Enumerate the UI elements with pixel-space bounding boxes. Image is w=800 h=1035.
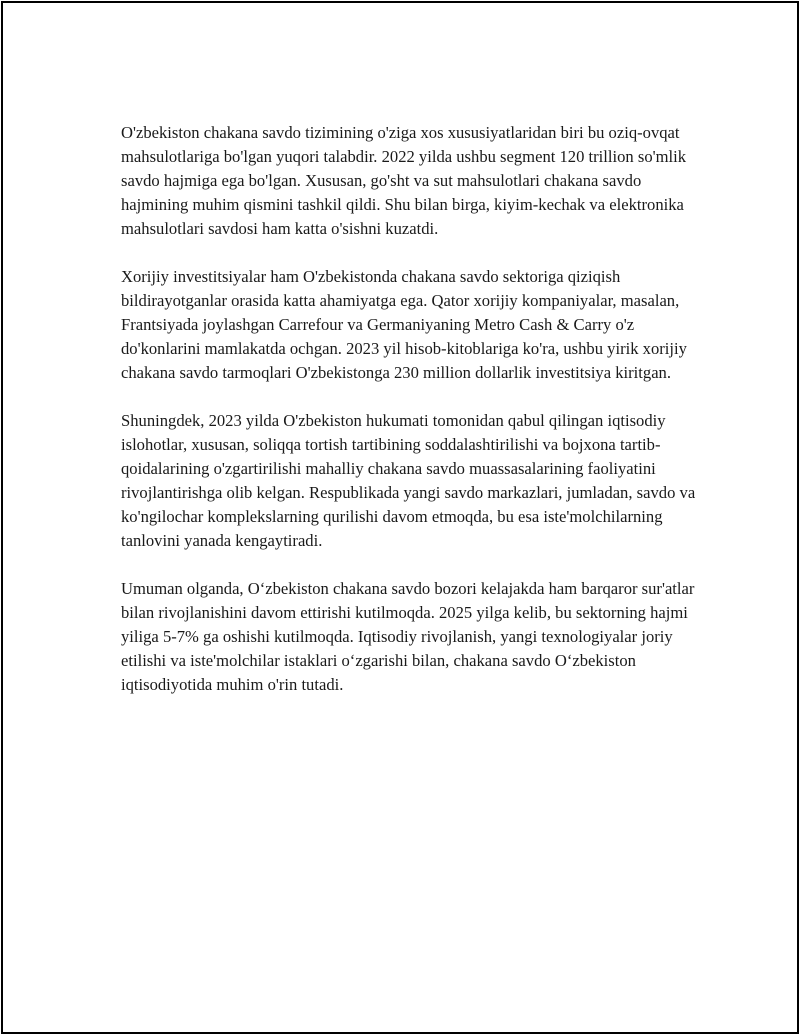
document-body [121,121,701,721]
paragraph-3: Shuningdek, 2023 yilda O'zbekiston hukumati tomonidan qabul qilingan iqtisodiy islohotlar, xususan, soliqqa tortish tartibining soddalashtirilishi va bojxona tartib-qoidalarining o'zgartirilishi mahalliy chakana savdo muassasalarining faoliyatini rivojlantirishga olib kelgan. Respublikada yangi savdo markazlari, jumladan, savdo va ko'ngilochar komplekslarning qurilishi davom etmoqda, bu esa iste'molchilarning tanlovini yanada kengaytiradi. [121,411,696,550]
paragraph-2: Xorijiy investitsiyalar ham O'zbekistonda chakana savdo sektoriga qiziqish bildirayotganlar orasida katta ahamiyatga ega. Qator xorijiy kompaniyalar, masalan, Frantsiyada joylashgan Carrefour va Germaniyaning Metro Cash & Carry o'z do'konlarini mamlakatda ochgan. 2023 yil hisob-kitoblariga ko'ra, ushbu yirik xorijiy chakana savdo tarmoqlari O'zbekistonga 230 million dollarlik investitsiya kiritgan. [121,267,687,382]
paragraph-1: O'zbekiston chakana savdo tizimining o'ziga xos xususiyatlaridan biri bu oziq-ovqat mahsulotlariga bo'lgan yuqori talabdir. 2022 yilda ushbu segment 120 trillion so'mlik savdo hajmiga ega bo'lgan. Xususan, go'sht va sut mahsulotlari chakana savdo hajmining muhim qismini tashkil qildi. Shu bilan birga, kiyim-kechak va elektronika mahsulotlari savdosi ham katta o'sishni kuzatdi. [121,123,687,238]
paragraph-4: Umuman olganda, O‘zbekiston chakana savdo bozori kelajakda ham barqaror sur'atlar bilan rivojlanishini davom ettirishi kutilmoqda. 2025 yilga kelib, bu sektorning hajmi yiliga 5-7% ga oshishi kutilmoqda. Iqtisodiy rivojlanish, yangi texnologiyalar joriy etilishi va iste'molchilar istaklari o‘zgarishi bilan, chakana savdo O‘zbekiston iqtisodiyotida muhim o'rin tutadi. [121,579,695,694]
document-page [1,1,799,1034]
